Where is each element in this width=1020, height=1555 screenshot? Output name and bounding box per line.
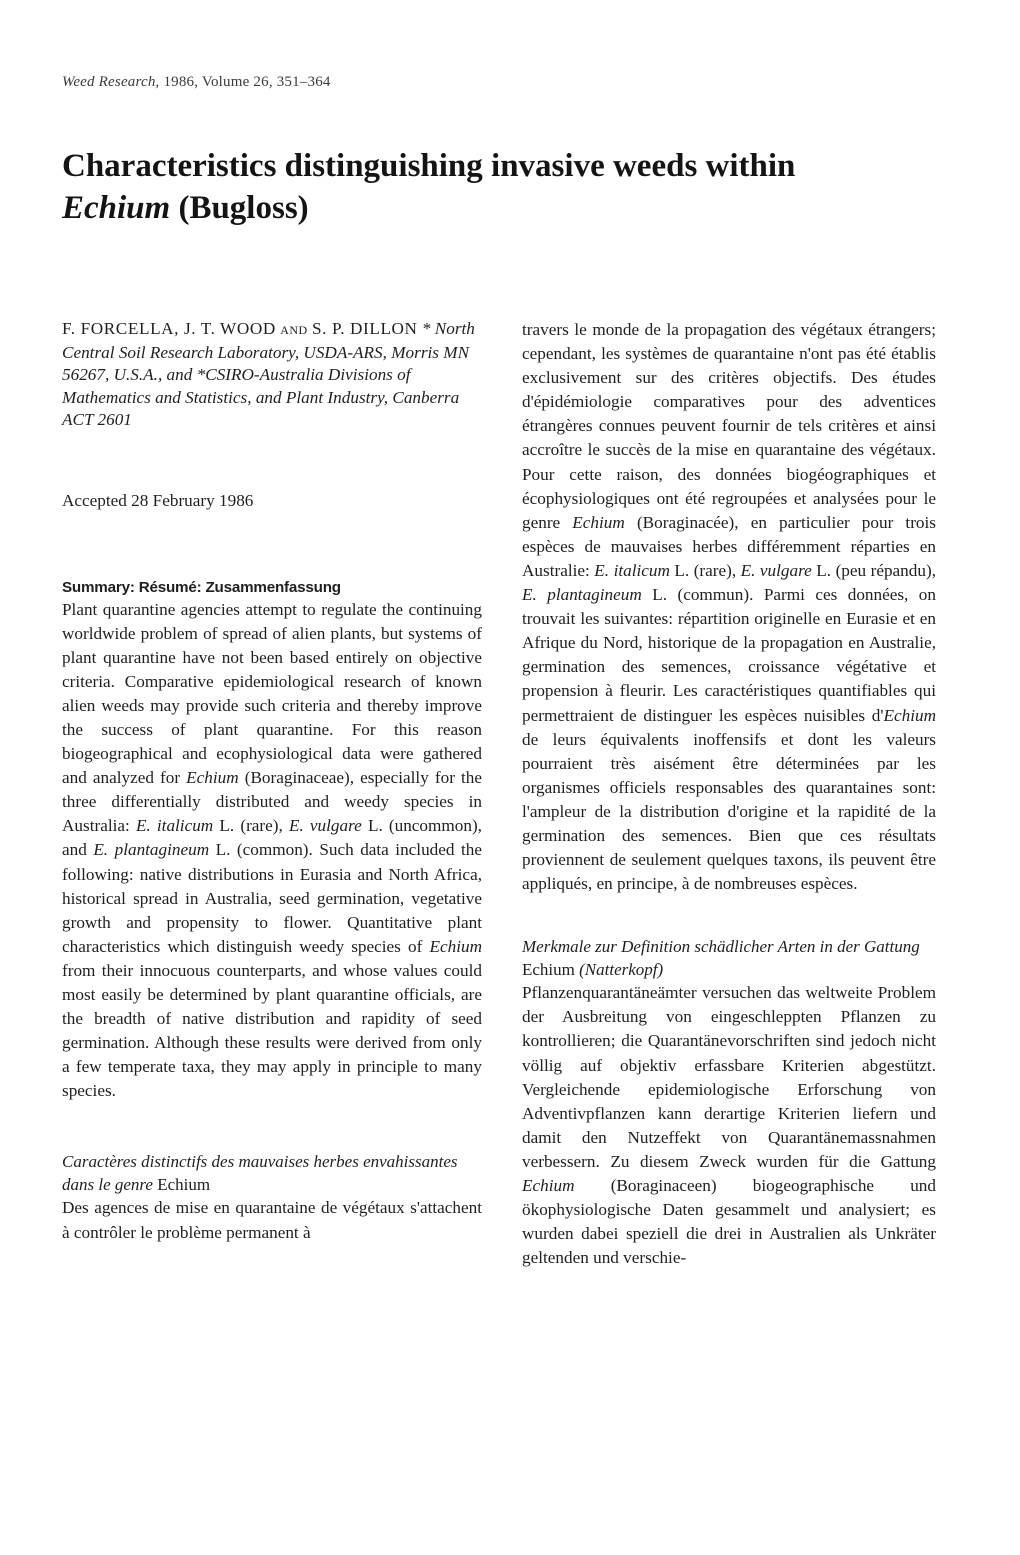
summary-en-species-2: E. vulgare bbox=[288, 816, 362, 836]
german-heading-italic-2: (Natterkopf) bbox=[579, 959, 664, 979]
french-heading-genus: Echium bbox=[152, 1174, 211, 1194]
french-species-2: E. vulgare bbox=[740, 560, 812, 580]
french-text-6: de leurs équivalents inoffensifs et dont les valeurs pourraient très aisément être déterminées par les organismes officiels responsables des quarantaines sont: l'ampleur de la distribution d'origine et la rapidité de la germination des semences. Bien que ces résultats proviennent de seulement quelques taxons, ils peuvent être appliqués, en principe, à de nombreuses espèces. bbox=[522, 729, 936, 894]
german-text-2: (Boraginaceen) biogeographische und ökophysiologische Daten gesammelt und analysiert; es wurden dabei speziell die drei in Australien als Unkräter geltenden und verschie- bbox=[522, 1176, 936, 1268]
german-summary bbox=[522, 981, 936, 1270]
summary-english bbox=[62, 598, 482, 1104]
title-line-1: Characteristics distinguishing invasive weeds within bbox=[62, 148, 796, 184]
summary-en-text-2: (Boraginaceae), especially for the three differentially distributed and weedy species in Australia: bbox=[62, 768, 482, 836]
summary-en-text-1: Plant quarantine agencies attempt to regulate the continuing worldwide problem of spread of alien plants, but systems of plant quarantine have not been based entirely on objective criteria. Comparative epidemiological research of known alien weeds may provide such criteria and thereby improve the success of plant quarantine. For this reason biogeographical and ecophysiological data were gathered and analyzed for bbox=[62, 599, 482, 788]
summary-en-genus-2: Echium bbox=[429, 936, 482, 956]
french-genus-1: Echium bbox=[572, 512, 625, 532]
french-genus-2: Echium bbox=[883, 705, 936, 725]
german-heading bbox=[522, 936, 936, 981]
german-heading-italic-1: Merkmale zur Definition schädlicher Arten in der Gattung bbox=[522, 937, 920, 957]
journal-reference bbox=[62, 74, 331, 91]
summary-en-species-3: E. plantagineum bbox=[93, 840, 210, 860]
german-heading-genus: Echium bbox=[522, 959, 580, 979]
left-column bbox=[62, 318, 482, 1245]
french-heading bbox=[62, 1151, 482, 1196]
summary-en-text-6: from their innocuous counterparts, and whose values could most easily be determined by plant quarantine officials, are the breadth of native distribution and rapidity of seed germination. Although these results were derived from only a few temperate taxa, they may apply in principle to many species. bbox=[62, 960, 482, 1101]
author-and: AND bbox=[280, 323, 308, 337]
french-summary-start: Des agences de mise en quarantaine de végétaux s'attachent à contrôler le problème permanent à bbox=[62, 1198, 482, 1242]
summary-en-text-5: L. (common). Such data included the following: native distributions in Eurasia and North Africa, historical spread in Australia, seed germination, vegetative growth and propensity to flower. Quantitative plant characteristics which distinguish weedy species of bbox=[62, 840, 482, 956]
french-heading-italic: Caractères distinctifs des mauvaises herbes envahissantes dans le genre bbox=[62, 1152, 458, 1194]
journal-details: , 1986, Volume 26, 351–364 bbox=[155, 74, 331, 90]
summary-en-species-1: E. italicum bbox=[135, 816, 214, 836]
journal-name: Weed Research bbox=[62, 74, 156, 90]
title-rest: (Bugloss) bbox=[170, 190, 309, 226]
summary-en-genus-1: Echium bbox=[186, 768, 239, 788]
author-names-2: S. P. DILLON bbox=[312, 319, 418, 338]
author-affiliation: * North Central Soil Research Laboratory, USDA-ARS, Morris MN 56267, U.S.A., and *CSIRO-Australia Divisions of Mathematics and Statistics, and Plant Industry, Canberra ACT 2601 bbox=[62, 319, 475, 429]
author-names-1: F. FORCELLA, J. T. WOOD bbox=[62, 319, 276, 338]
accepted-date: Accepted 28 February 1986 bbox=[62, 490, 254, 510]
title-genus: Echium bbox=[62, 190, 171, 226]
french-text-2: (Boraginacée), en particulier pour trois espèces de mauvaises herbes différemment réparties en Australie: bbox=[522, 512, 936, 580]
french-text-5: L. (commun). Parmi ces données, on trouvait les suivantes: répartition originelle en Eurasie et en Afrique du Nord, historique de la propagation en Australie, germination des semences, croissance végétative et propension à fleurir. Les caractéristiques quantifiables qui permettraient de distinguer les espèces nuisibles d' bbox=[522, 585, 936, 725]
french-species-3: E. plantagineum bbox=[522, 585, 642, 605]
german-genus: Echium bbox=[522, 1176, 575, 1195]
author-block bbox=[62, 318, 482, 432]
right-column bbox=[522, 318, 936, 1270]
french-text-3: L. (rare), bbox=[669, 560, 741, 580]
french-summary-continued bbox=[522, 318, 936, 896]
french-text-4: L. (peu répandu), bbox=[811, 560, 936, 580]
french-species-1: E. italicum bbox=[594, 560, 670, 580]
german-text-1: Pflanzenquarantäneämter versuchen das weltweite Problem der Ausbreitung von eingeschleppten Pflanzen zu kontrollieren; die Quarantänevorschriften sind jedoch nicht völlig auf objektiv erfassbare Kriterien abgestützt. Vergleichende epidemiologische Erforschung von Adventivpflanzen kann derartige Kriterien liefern und damit den Nutzeffekt von Quarantänemassnahmen verbessern. Zu diesem Zweck wurden für die Gattung bbox=[522, 983, 936, 1171]
summary-heading: Summary: Résumé: Zusammenfassung bbox=[62, 578, 341, 596]
french-text-1: travers le monde de la propagation des végétaux étrangers; cependant, les systèmes de quarantaine n'ont pas été établis exclusivement sur des critères objectifs. Des études d'épidémiologie comparatives pour des adventices étrangères connues peuvent fournir de tels critères et ainsi accroître le succès de la mise en quarantaine des végétaux. Pour cette raison, des données biogéographiques et écophysiologiques ont été regroupées et analysées pour le genre bbox=[522, 320, 936, 532]
article-title bbox=[62, 145, 962, 229]
summary-en-text-4: L. (uncommon), and bbox=[62, 816, 482, 860]
summary-en-text-3: L. (rare), bbox=[213, 816, 289, 836]
